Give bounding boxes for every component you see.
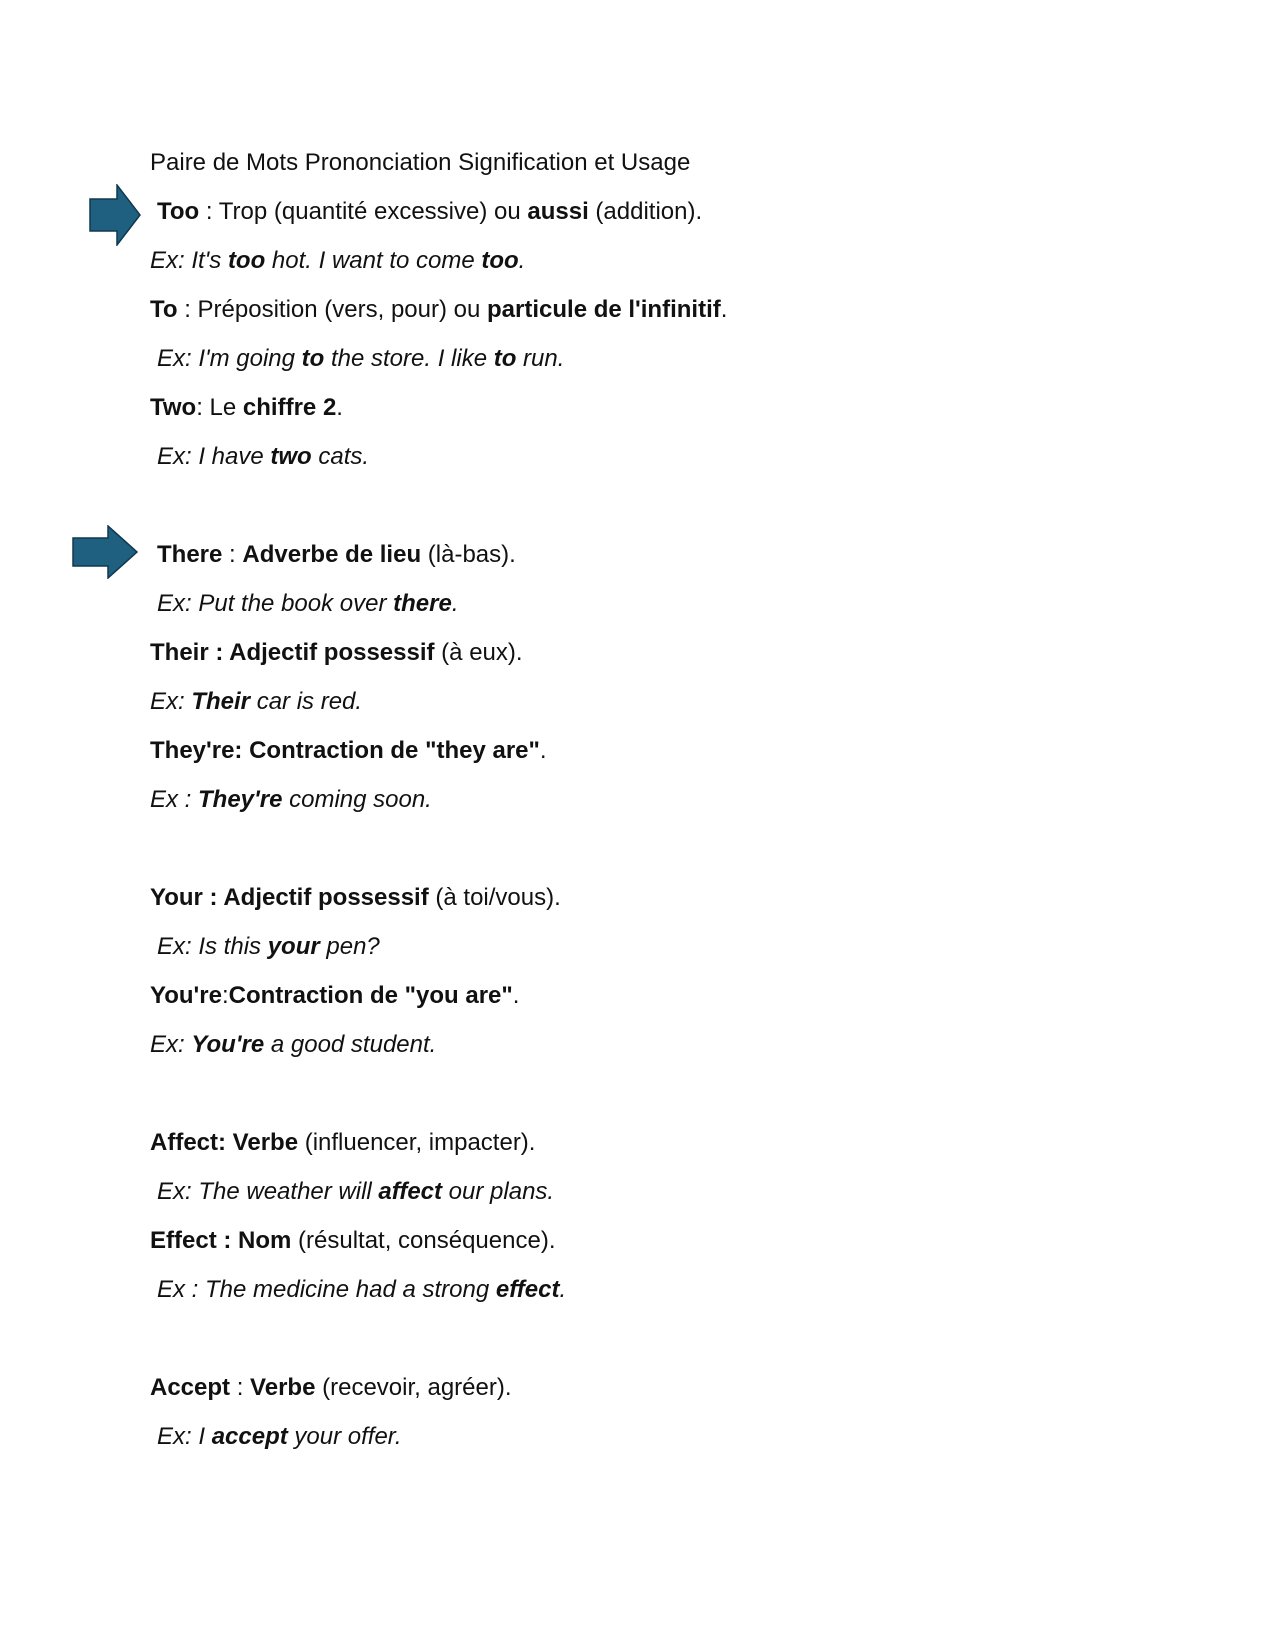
bold-term: particule de l'infinitif: [487, 296, 721, 323]
bold-term: You're: [150, 982, 222, 1009]
bold-term: to: [301, 345, 325, 372]
text-run: (là-bas).: [421, 541, 516, 568]
text-run: Ex: I have: [157, 443, 271, 470]
bold-term: Verbe: [250, 1374, 316, 1401]
to-definition: [150, 295, 727, 325]
bold-term: Their : Adjectif possessif: [150, 639, 435, 666]
text-run: coming soon.: [282, 786, 432, 813]
bold-term: aussi: [527, 198, 589, 225]
text-run: Paire de Mots Prononciation Signification et Usage: [150, 149, 691, 176]
text-run: .: [559, 1276, 567, 1303]
text-run: Ex: Put the book over: [157, 590, 394, 617]
text-run: .: [539, 737, 547, 764]
accept-example: [157, 1422, 402, 1452]
bold-term: two: [270, 443, 312, 470]
bold-term: your: [267, 933, 320, 960]
two-definition: [150, 393, 343, 423]
text-run: .: [518, 247, 526, 274]
affect-example: [157, 1177, 554, 1207]
their-example: [150, 687, 362, 717]
bold-term: effect: [495, 1276, 560, 1303]
text-run: Ex : The medicine had a strong: [157, 1276, 496, 1303]
text-run: Ex: The weather will: [157, 1178, 379, 1205]
right-arrow-icon-shape: [73, 526, 137, 578]
text-run: run.: [516, 345, 565, 372]
two-example: [157, 442, 369, 472]
affect-definition: [150, 1128, 535, 1158]
too-definition: [157, 197, 702, 227]
text-run: Ex: I: [157, 1423, 212, 1450]
text-run: : Préposition (vers, pour) ou: [177, 296, 488, 323]
text-run: cats.: [311, 443, 370, 470]
youre-example: [150, 1030, 436, 1060]
too-example: [150, 246, 525, 276]
bold-term: Adverbe de lieu: [242, 541, 422, 568]
text-run: .: [451, 590, 459, 617]
theyre-definition: [150, 736, 547, 766]
text-run: (à toi/vous).: [428, 884, 561, 911]
text-run: .: [336, 394, 343, 421]
bold-term: to: [493, 345, 517, 372]
text-run: Ex: It's: [150, 247, 228, 274]
theyre-example: [150, 785, 432, 815]
bold-term: accept: [211, 1423, 288, 1450]
bold-term: Effect : Nom: [150, 1227, 292, 1254]
bold-term: affect: [378, 1178, 443, 1205]
text-run: hot. I want to come: [265, 247, 482, 274]
effect-definition: [150, 1226, 555, 1256]
text-run: our plans.: [442, 1178, 555, 1205]
bold-term: You're: [191, 1031, 265, 1058]
bold-term: Their: [191, 688, 251, 715]
bold-term: too: [481, 247, 519, 274]
bold-term: To: [150, 296, 178, 323]
text-run: Ex: Is this: [157, 933, 268, 960]
text-run: (résultat, conséquence).: [291, 1227, 556, 1254]
bold-term: Two: [150, 394, 197, 421]
right-arrow-icon: [89, 184, 141, 246]
bold-term: Affect: Verbe: [150, 1129, 299, 1156]
text-run: :: [222, 541, 243, 568]
text-run: Ex:: [150, 1031, 192, 1058]
text-run: your offer.: [287, 1423, 402, 1450]
text-run: Ex: I'm going: [157, 345, 302, 372]
bold-term: too: [227, 247, 266, 274]
text-run: :: [230, 1374, 251, 1401]
youre-definition: [150, 981, 519, 1011]
accept-definition: [150, 1373, 512, 1403]
bold-term: Too: [157, 198, 200, 225]
text-run: Ex:: [150, 688, 192, 715]
text-run: (à eux).: [434, 639, 523, 666]
text-run: car is red.: [250, 688, 363, 715]
text-run: :: [221, 982, 229, 1009]
bold-term: chiffre 2: [242, 394, 337, 421]
text-run: pen?: [319, 933, 380, 960]
text-run: : Le: [196, 394, 243, 421]
bold-term: They're: Contraction de "they are": [150, 737, 540, 764]
to-example: [157, 344, 564, 374]
there-example: [157, 589, 459, 619]
your-definition: [150, 883, 561, 913]
effect-example: [157, 1275, 566, 1305]
text-run: (addition).: [588, 198, 703, 225]
text-run: (recevoir, agréer).: [315, 1374, 512, 1401]
bold-term: They're: [198, 786, 283, 813]
text-run: the store. I like: [324, 345, 494, 372]
right-arrow-icon-shape: [90, 185, 140, 245]
bold-term: Your : Adjectif possessif: [150, 884, 429, 911]
their-definition: [150, 638, 523, 668]
your-example: [157, 932, 380, 962]
text-run: Ex :: [150, 786, 199, 813]
bold-term: There: [157, 541, 223, 568]
page-title: [150, 148, 690, 178]
text-run: (influencer, impacter).: [298, 1129, 536, 1156]
text-run: : Trop (quantité excessive) ou: [199, 198, 528, 225]
text-run: .: [720, 296, 728, 323]
text-run: a good student.: [264, 1031, 437, 1058]
right-arrow-icon: [72, 525, 138, 579]
there-definition: [157, 540, 516, 570]
bold-term: Accept: [150, 1374, 231, 1401]
text-run: .: [512, 982, 520, 1009]
bold-term: there: [393, 590, 452, 617]
bold-term: Contraction de "you are": [228, 982, 513, 1009]
